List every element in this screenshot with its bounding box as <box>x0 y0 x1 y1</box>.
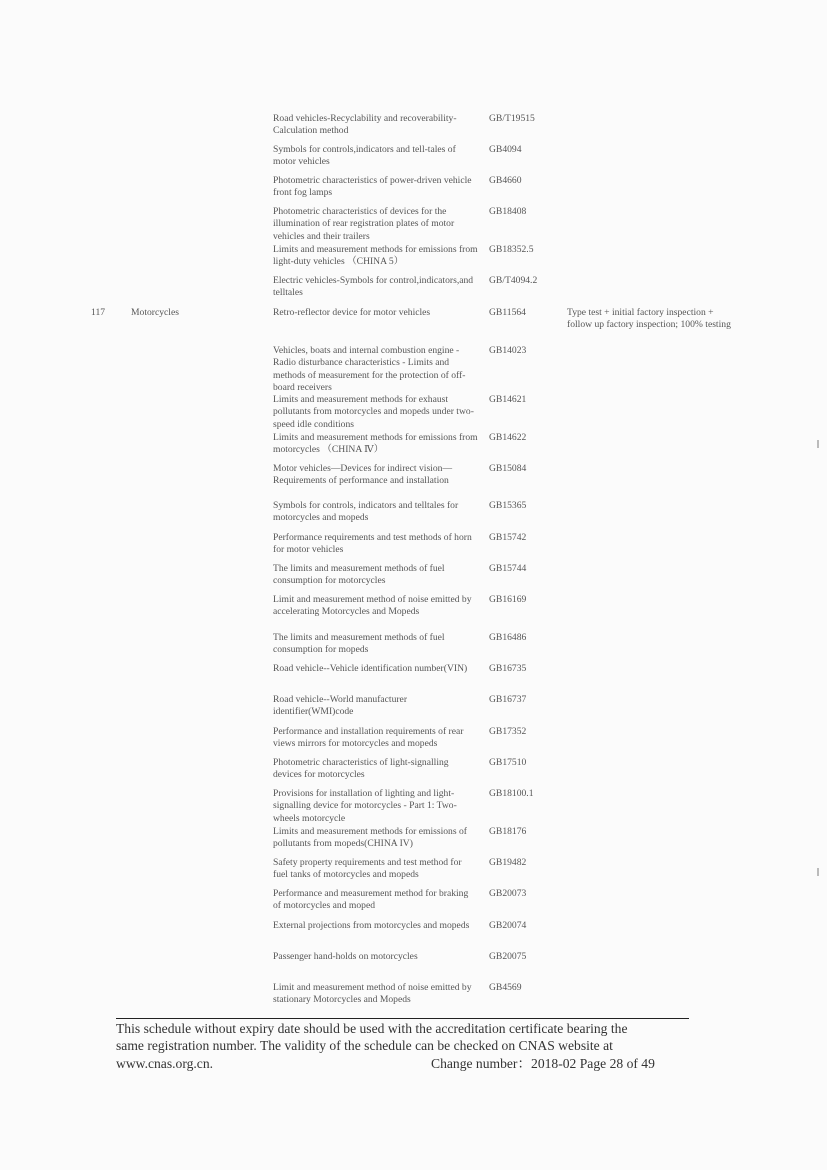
standard-title: Road vehicle--Vehicle identification number(VIN) <box>273 663 468 674</box>
standard-title: Passenger hand-holds on motorcycles <box>273 951 418 962</box>
standard-code: GB14621 <box>489 394 527 405</box>
standard-code: GB11564 <box>489 307 526 318</box>
standard-code: GB18352.5 <box>489 244 534 255</box>
standard-title: Limits and measurement methods for exhaust pollutants from motorcycles and mopeds under two-speed idle conditions <box>273 394 474 430</box>
footer-website: www.cnas.org.cn. <box>116 1055 214 1071</box>
standard-code: GB20073 <box>489 888 527 899</box>
standard-code: GB16486 <box>489 632 527 643</box>
standard-title: Performance and installation requirements of rear views mirrors for motorcycles and mopeds <box>273 726 464 750</box>
standard-title: Photometric characteristics of devices for the illumination of rear registration plates of motor vehicles and their trailers <box>273 206 455 242</box>
standard-code: GB16735 <box>489 663 527 674</box>
certification-method: Type test + initial factory inspection + follow up factory inspection; 100% testing <box>567 307 731 331</box>
standard-title: The limits and measurement methods of fuel consumption for motorcycles <box>273 563 445 587</box>
standard-title: Retro-reflector device for motor vehicles <box>273 307 431 318</box>
standard-code: GB20075 <box>489 951 527 962</box>
standard-code: GB17352 <box>489 726 527 737</box>
standard-code: GB18176 <box>489 826 527 837</box>
standard-title: Motor vehicles—Devices for indirect vision—Requirements of performance and installation <box>273 463 453 487</box>
standard-code: GB15742 <box>489 532 527 543</box>
standard-title: Road vehicle--World manufacturer identifier(WMI)code <box>273 694 408 718</box>
standard-code: GB15084 <box>489 463 527 474</box>
standard-code: GB16737 <box>489 694 527 705</box>
standard-title: Road vehicles-Recyclability and recoverability-Calculation method <box>273 113 457 137</box>
standard-title: Photometric characteristics of power-driven vehicle front fog lamps <box>273 175 472 199</box>
standard-code: GB4569 <box>489 982 522 993</box>
standard-code: GB4660 <box>489 175 522 186</box>
standard-title: Photometric characteristics of light-signalling devices for motorcycles <box>273 757 449 781</box>
standard-title: The limits and measurement methods of fuel consumption for mopeds <box>273 632 445 656</box>
standard-code: GB/T4094.2 <box>489 275 538 286</box>
footer-line: same registration number. The validity of the schedule can be checked on CNAS website at <box>116 1038 613 1054</box>
standard-code: GB15365 <box>489 500 527 511</box>
standard-title: Provisions for installation of lighting and light-signalling device for motorcycles - Part 1: Two-wheels motorcycle <box>273 788 457 824</box>
scan-speck <box>817 868 819 876</box>
standard-title: External projections from motorcycles and mopeds <box>273 920 470 931</box>
change-number-page: Change number：2018-02 Page 28 of 49 <box>431 1055 655 1071</box>
standard-title: Limit and measurement method of noise emitted by stationary Motorcycles and Mopeds <box>273 982 472 1006</box>
section-number: 117 <box>91 307 106 318</box>
page-footer <box>116 1020 676 1072</box>
standard-title: Safety property requirements and test method for fuel tanks of motorcycles and mopeds <box>273 857 462 881</box>
scan-speck <box>817 440 819 448</box>
footer-line-3 <box>116 1055 676 1072</box>
footer-line: This schedule without expiry date should be used with the accreditation certificate bearing the <box>116 1021 628 1036</box>
standard-code: GB18408 <box>489 206 527 217</box>
standard-code: GB/T19515 <box>489 113 535 124</box>
standard-title: Symbols for controls, indicators and telltales for motorcycles and mopeds <box>273 500 459 524</box>
standard-code: GB17510 <box>489 757 527 768</box>
standard-title: Vehicles, boats and internal combustion engine - Radio disturbance characteristics - Limits and methods of measurement for the protection of off-board receivers <box>273 345 466 394</box>
standard-title: Symbols for controls,indicators and tell-tales of motor vehicles <box>273 144 456 168</box>
standard-title: Limit and measurement method of noise emitted by accelerating Motorcycles and Mopeds <box>273 594 472 618</box>
section-category: Motorcycles <box>131 307 179 318</box>
standard-code: GB16169 <box>489 594 527 605</box>
standard-code: GB4094 <box>489 144 522 155</box>
standard-title: Limits and measurement methods for emissions from light-duty vehicles （CHINA 5） <box>273 244 478 268</box>
standard-title: Limits and measurement methods for emissions from motorcycles （CHINA Ⅳ） <box>273 432 478 456</box>
standard-code: GB14622 <box>489 432 527 443</box>
standard-code: GB19482 <box>489 857 527 868</box>
standard-title: Electric vehicles-Symbols for control,indicators,and telltales <box>273 275 474 299</box>
standard-code: GB20074 <box>489 920 527 931</box>
standard-code: GB15744 <box>489 563 527 574</box>
standard-title: Performance and measurement method for braking of motorcycles and moped <box>273 888 469 912</box>
standard-code: GB18100.1 <box>489 788 534 799</box>
footer-divider <box>116 1018 689 1019</box>
standard-title: Limits and measurement methods for emissions of pollutants from mopeds(CHINA IV) <box>273 826 467 850</box>
standard-title: Performance requirements and test methods of horn for motor vehicles <box>273 532 472 556</box>
standard-code: GB14023 <box>489 345 527 356</box>
